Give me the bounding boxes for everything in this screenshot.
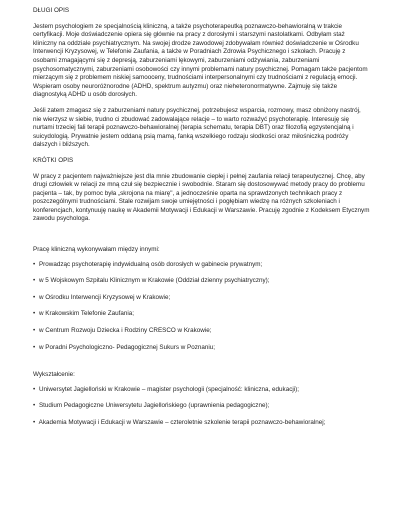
bullet-icon: • (33, 343, 36, 351)
bullet-icon: • (33, 260, 36, 268)
work-list-item (33, 344, 370, 353)
bullet-icon: • (33, 419, 36, 426)
work-list-item-text: w Ośrodku Interwencji Kryzysowej w Krakowie; (38, 293, 171, 301)
work-list-item-text: Prowadząc psychoterapię indywidualną osób dorosłych w gabinecie prywatnym; (38, 260, 263, 268)
work-list-item (33, 261, 370, 270)
work-list-item-text: w Centrum Rozwoju Dziecka i Rodziny CRESCO w Krakowie; (38, 327, 212, 335)
work-list-item-text: w Krakowskim Telefonie Zaufania; (38, 310, 135, 318)
long-description-paragraph-1: Jestem psychologiem ze specjalnością kliniczną, a także psychoterapeutką poznawczo-behawioralną w trakcie certyfikacji. Moje doświadczenie opiera się głównie na pracy z dorosłymi i starszymi nastolatkami. Odbyłam staż kliniczny na oddziale psychiatrycznym. Na swojej drodze zawodowej zdobywałam również doświadczenie w Ośrodku Interwencji Kryzysowej, w Telefonie Zaufania, a także w Poradniach Zdrowia Psychicznego i szkołach. Pracuję z osobami zmagającymi się z depresją, zaburzeniami lękowymi, zaburzeniami odżywiania, zaburzeniami psychosomatycznymi, zaburzeniami osobowości czy innymi problemami natury psychicznej. Pomagam także pacjentom mierzącym się z problemem niskiej samooceny, trudnościami interpersonalnymi czy trudnościami z regulacją emocji. Wspieram osoby neuroróżnorodne (ADHD, spektrum autyzmu) oraz nieheteronormatywne. Zajmuję się także diagnostyką ADHD u osób dorosłych. (33, 22, 368, 99)
bullet-icon: • (33, 310, 36, 318)
short-description-paragraph: W pracy z pacjentem najważniejsze jest dla mnie zbudowanie ciepłej i pełnej zaufania relacji terapeutycznej. Chcę, aby drugi człowiek w relacji ze mną czuł się bezpiecznie i swobodnie. Staram się dostosowywać metody pracy do problemu pacjenta – tak, by pomoc była „skrojona na miarę", a jednocześnie oparta na sprawdzonych technikach pracy z poszczególnymi trudnościami. Stale rozwijam swoje umiejętności i pogłębiam wiedzę na różnych szkoleniach i konferencjach, kontynuuję naukę w Akademii Motywacji i Edukacji w Warszawie. Pracuję zgodnie z Kodeksem Etycznym zawodu psychologa. (33, 172, 370, 223)
work-list-item-text: w 5 Wojskowym Szpitalu Klinicznym w Krakowie (Oddział dzienny psychiatryczny); (38, 277, 270, 285)
work-list (33, 261, 370, 353)
education-list-item-text: Studium Pedagogiczne Uniwersytetu Jagiellońskiego (uprawnienia pedagogiczne); (38, 402, 270, 410)
work-list-item (33, 327, 370, 336)
education-list-item (33, 386, 370, 395)
education-list-item (33, 419, 370, 428)
long-description-paragraph-2: Jeśli zatem zmagasz się z zaburzeniami natury psychicznej, potrzebujesz wsparcia, rozmowy, masz obniżony nastrój, nie wierzysz w siebie, trudno ci zbudować zadowalające relacje – to warto rozważyć psychoterapię. Interesuję się nurtami trzeciej fali terapii poznawczo-behawioralnej (terapia schematu, terapia DBT) oraz filozofią egzystencjalną i suicydologią. Prywatnie jestem oddaną psią mamą, fanką wszelkiego rodzaju słodkości oraz miłośniczką podróży dalszych i bliższych. (33, 106, 361, 149)
education-list-title: Wykształcenie: (33, 371, 75, 379)
work-list-item (33, 294, 370, 303)
work-list-item (33, 277, 370, 286)
work-list-title: Pracę kliniczną wykonywałam między innymi: (33, 246, 160, 254)
bullet-icon: • (33, 327, 36, 335)
education-list-item-text: Uniwersytet Jagielloński w Krakowie – magister psychologii (specjalność: kliniczna, edukacji); (38, 385, 299, 393)
education-list-item (33, 402, 370, 411)
education-list (33, 386, 370, 428)
bullet-icon: • (33, 402, 36, 410)
work-list-item-text: w Poradni Psychologiczno- Pedagogicznej Sukurs w Poznaniu; (38, 343, 216, 351)
bullet-icon: • (33, 277, 36, 285)
bullet-icon: • (33, 385, 36, 393)
short-description-heading: KRÓTKI OPIS (33, 156, 74, 164)
long-description-heading: DŁUGI OPIS (33, 7, 70, 14)
bullet-icon: • (33, 293, 36, 301)
education-list-item-text: Akademia Motywacji i Edukacji w Warszawie – czteroletnie szkolenie terapii poznawczo-behawioralnej; (38, 419, 326, 426)
work-list-item (33, 310, 370, 319)
